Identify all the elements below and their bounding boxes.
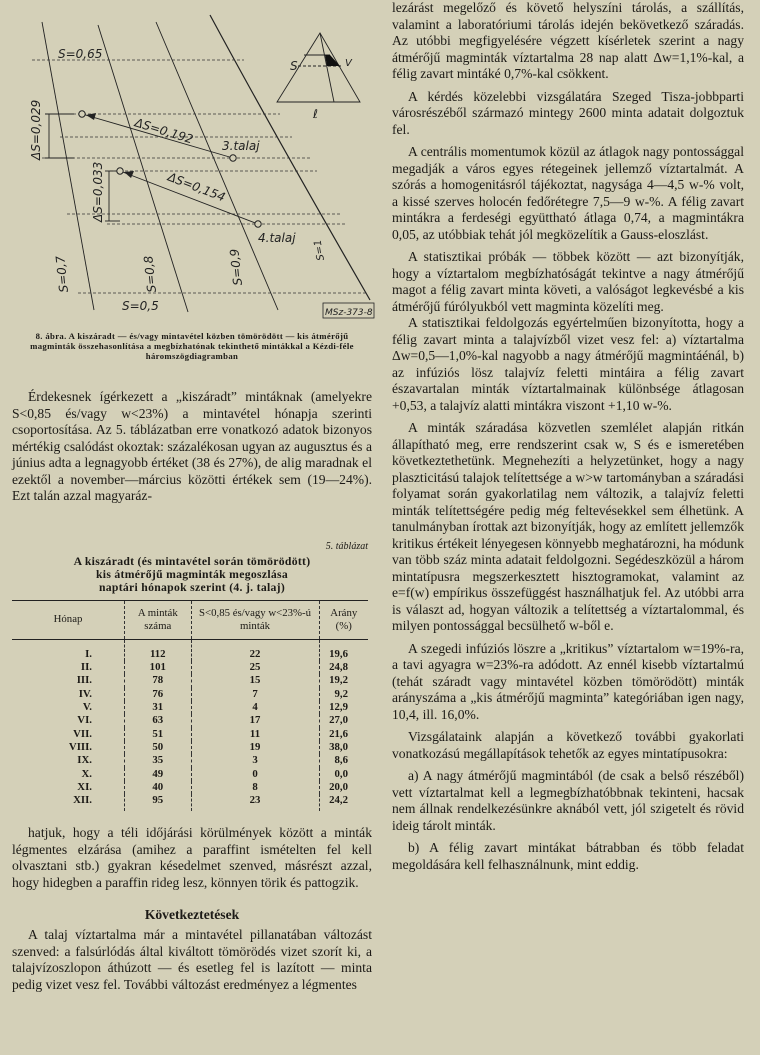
table-row <box>12 794 368 811</box>
cell-dry-samples: 11 <box>191 728 319 741</box>
cell-month: XI. <box>77 780 92 793</box>
paragraph: A statisztikai próbák — többek között — azt bizonyítják, hogy a víztartalom megbízhatóságát tekintve a nagy átmérőjű magot a félig zavart minta követi, a valóságot legkevésbé a kis átmérőjű fúrólyukból vett magminta közelíti meg. <box>392 249 744 314</box>
label-s065: S=0,65 <box>58 47 103 61</box>
paragraph: lezárást megelőző és követő helyszíni tárolás, a szállítás, valamint a laboratóriumi tárolás idején bekövetkező száradás. Az utóbbi megfigyelésére végzett kísérletek szerint a nagy átmérőjű magminták víztartalma 28 nap alatt Δw=1,1%-kal, a félig zavart mintáké 0,7%-kal csökkent. <box>392 0 744 81</box>
table-title-line: A kiszáradt (és mintavétel során tömörödött) <box>73 554 311 568</box>
point-soil3-start <box>79 111 85 117</box>
paragraph: A kérdés közelebbi vizsgálatára Szeged Tisza-jobbparti városrészéből származó mintegy 2600 minta adatait dolgoztuk fel. <box>392 88 744 137</box>
cell-dry-samples: 8 <box>191 781 319 794</box>
point-soil4-end <box>255 221 261 227</box>
cell-dry-samples: 19 <box>191 741 319 754</box>
label-soil4: 4.talaj <box>258 231 296 245</box>
table-title-line: kis átmérőjű magminták megoszlása <box>95 567 288 581</box>
arrowhead <box>124 171 134 178</box>
cell-dry-samples: 4 <box>191 701 319 714</box>
figure-code: MSz-373-8 <box>325 308 373 318</box>
label-soil3: 3.talaj <box>222 139 260 153</box>
table-row <box>12 701 368 714</box>
cell-ratio: 8,6 <box>319 754 368 767</box>
cell-ratio: 24,2 <box>319 794 368 811</box>
cell-sample-count: 112 <box>125 639 192 661</box>
cell-ratio: 19,6 <box>319 639 368 661</box>
label-tri-v: V <box>345 58 352 69</box>
cell-sample-count: 78 <box>125 674 192 687</box>
cell-month: I. <box>85 647 92 660</box>
cell-ratio: 20,0 <box>319 781 368 794</box>
label-tri-l: ℓ <box>313 107 318 121</box>
cell-dry-samples: 0 <box>191 768 319 781</box>
cell-dry-samples: 23 <box>191 794 319 811</box>
paragraph: Vizsgálataink alapján a következő további gyakorlati vonatkozású megállapítások tehetők az egyes mintatípusokra: <box>392 729 744 761</box>
table-title <box>12 555 372 594</box>
arrowhead <box>86 113 96 120</box>
cell-month: X. <box>81 767 92 780</box>
cell-month: VI. <box>77 714 92 727</box>
label-ds192: ΔS=0,192 <box>133 115 195 147</box>
table-row <box>12 688 368 701</box>
cell-sample-count: 35 <box>125 754 192 767</box>
cell-month: III. <box>76 674 92 687</box>
paragraph: Érdekesnek ígérkezett a „kiszáradt” mintáknak (amelyekre S<0,85 és/vagy w<23%) a mintavétel hónapja szerinti csoportosítása. Az 5. táblázatban erre vonatkozó adatok bizonyos mértékig csalódást okoztak: százalékosan ugyan az augusztus és a június adta a legnagyobb értéket (38 és 27%), de alig maradnak el ezektől a november—március közötti értékek sem (19—24%). Ezt talán azzal magyaráz- <box>12 389 372 504</box>
label-ds154: ΔS=0,154 <box>165 169 228 205</box>
cell-month: V. <box>82 701 92 714</box>
figure-caption: 8. ábra. A kiszáradt — és/vagy mintavétel közben tömörödött — kis átmérőjű magminták összehasonlítása a megbízhatónak tekinthető mintákkal a Kézdi-féle háromszögdiagramban <box>30 331 354 361</box>
cell-sample-count: 40 <box>125 781 192 794</box>
header-ratio: Arány (%) <box>319 600 368 639</box>
label-ds029: ΔS=0,029 <box>29 99 43 160</box>
header-dry-samples: S<0,85 és/vagy w<23%-ú minták <box>191 600 319 639</box>
cell-dry-samples: 15 <box>191 674 319 687</box>
paragraph: A minták száradása közvetlen szemlélet alapján ritkán állapítható meg, erre rendszerint csak w, S és e ismeretében következtethetünk. Megnehezíti a helyzetünket, hogy a nagy plaszticitású talajok telítettsége a w>w tartományban a száradási folyamat során gyakorlatilag nem változik, a talajvíz feletti minták telítettségére pedig még feltevésekkel sem élhetünk. A tanulmányban írottak azt bizonyítják, hogy az említett jellemzők kritikus értékeit lényegesen könnyebb meghatározni, ha módunk van több száz minta adatait feldolgozni. Segédeszközül a három mintatípusra megszerkesztett hisztogramokat, valamint az e=f(w) empírikus összefüggést használhatjuk fel. Az utóbbi arra is választ ad, hogyan változik a telítettség a víztartalommal, és milyen pontossággal becsülhető w-ből e. <box>392 420 744 633</box>
cell-dry-samples: 3 <box>191 754 319 767</box>
cell-month: IV. <box>78 687 92 700</box>
cell-sample-count: 101 <box>125 661 192 674</box>
cell-ratio: 12,9 <box>319 701 368 714</box>
section-heading: Következtetések <box>144 907 240 923</box>
cell-sample-count: 95 <box>125 794 192 811</box>
paragraph: b) A félig zavart mintákat bátrabban és több feladat megoldására kell felhasználnunk, mint eddig. <box>392 840 744 872</box>
cell-ratio: 0,0 <box>319 768 368 781</box>
cell-ratio: 24,8 <box>319 661 368 674</box>
table-row <box>12 661 368 674</box>
cell-dry-samples: 22 <box>191 639 319 661</box>
cell-sample-count: 76 <box>125 688 192 701</box>
label-s1: S=1 <box>312 238 327 262</box>
table-row <box>12 781 368 794</box>
ternary-diagram <box>12 0 382 325</box>
table-title-line: naptári hónapok szerint (4. j. talaj) <box>98 580 286 594</box>
paragraph: A centrális momentumok közül az átlagok nagy pontossággal megadják a város egyes rétegeinek jellemző víztartalmát. A szórás a homogenitásról tájékoztat, nagysága 4—4,5 w-% volt, a kissé szerves holocén fedőrétegre 7,5—9 w-%. A félig zavart mintákra a ferdeségi együttható átlaga 0,74, a magmintákra 0,05, az utóbbiak tehát jól megközelítik a Gauss-eloszlást. <box>392 144 744 242</box>
label-ds033: ΔS=0,033 <box>91 161 105 222</box>
paragraph: A talaj víztartalma már a mintavétel pillanatában változást szenved: a falsúrlódás által kiváltott tömörödés vizet szorít ki, a talajvízoszlopon áthúzott — és esetleg fel is lazított — minta pedig vizet vesz fel. További változást eredményez a légmentes <box>12 927 372 992</box>
cell-dry-samples: 17 <box>191 714 319 727</box>
left-column <box>12 0 372 993</box>
cell-sample-count: 31 <box>125 701 192 714</box>
table-number: 5. táblázat <box>325 540 368 552</box>
table-row <box>12 768 368 781</box>
label-s07: S=0,7 <box>53 255 71 294</box>
point-soil3-end <box>230 155 236 161</box>
table-row <box>12 714 368 727</box>
label-tri-s: S <box>290 59 298 73</box>
figure-8 <box>12 0 374 330</box>
cell-month: VII. <box>73 727 92 740</box>
cell-month: II. <box>80 661 92 674</box>
month-distribution-table <box>12 600 368 812</box>
line-s09 <box>156 22 278 310</box>
cell-sample-count: 49 <box>125 768 192 781</box>
table-row <box>12 754 368 767</box>
cell-sample-count: 51 <box>125 728 192 741</box>
header-sample-count: A minták száma <box>125 600 192 639</box>
cell-ratio: 19,2 <box>319 674 368 687</box>
table-header-row <box>12 600 368 639</box>
label-s09: S=0,9 <box>227 248 245 287</box>
table-row <box>12 728 368 741</box>
cell-ratio: 27,0 <box>319 714 368 727</box>
cell-month: IX. <box>77 754 92 767</box>
table-row <box>12 674 368 687</box>
point-soil4-start <box>117 168 123 174</box>
paragraph: a) A nagy átmérőjű magmintából (de csak a belső részéből) vett víztartalmat kell a legmegbízhatóbbnak tekinteni, hacsak nem állnak rendelkezésünkre aknából vett, jól szigetelt és rövid ideig tárolt minták. <box>392 768 744 833</box>
paragraph: A statisztikai feldolgozás egyértelműen bizonyította, hogy a félig zavart minta a talajvízből vizet vesz fel: a) víztartalma Δw=0,5—1,0%-kal nagyobb a nagy átmérőjű magmintáénál, b) az infúziós lösz talajvíz feletti mintáira a félig zavart észavartalan minták víztartalmainak különbsége átlagosan +0,53, a talajvíz alatti mintákra viszont +1,10 w-%. <box>392 315 744 413</box>
paragraph: A szegedi infúziós löszre a „kritikus” víztartalom w=19%-ra, a tavi agyagra w=23%-ra adódott. Az ennél kisebb víztartalmú (tehát száradt vagy mintavétel közben tömörödött) minták arányszáma a „kis átmérőjű magminta” kategóriában igen nagy, 10,4, ill. 16,0%. <box>392 640 744 722</box>
cell-sample-count: 50 <box>125 741 192 754</box>
cell-dry-samples: 25 <box>191 661 319 674</box>
cell-ratio: 38,0 <box>319 741 368 754</box>
cell-ratio: 21,6 <box>319 728 368 741</box>
label-s05: S=0,5 <box>122 299 159 313</box>
header-month: Hónap <box>12 600 125 639</box>
cell-dry-samples: 7 <box>191 688 319 701</box>
cell-sample-count: 63 <box>125 714 192 727</box>
triangle-shaded-region <box>325 55 340 66</box>
table-row <box>12 741 368 754</box>
right-column <box>392 0 744 873</box>
cell-month: XII. <box>73 794 92 807</box>
paragraph: hatjuk, hogy a téli időjárási körülmények között a minták légmentes elzárása (amihez a paraffint ismételten fel kell olvasztani stb.) gyakran késedelmet szenved, másrészt azzal, hogy hidegben a paraffin rideg lesz, könnyen törik és pattogzik. <box>12 825 372 890</box>
label-s08: S=0,8 <box>141 255 159 294</box>
cell-month: VIII. <box>68 740 92 753</box>
table-row <box>12 639 368 661</box>
cell-ratio: 9,2 <box>319 688 368 701</box>
